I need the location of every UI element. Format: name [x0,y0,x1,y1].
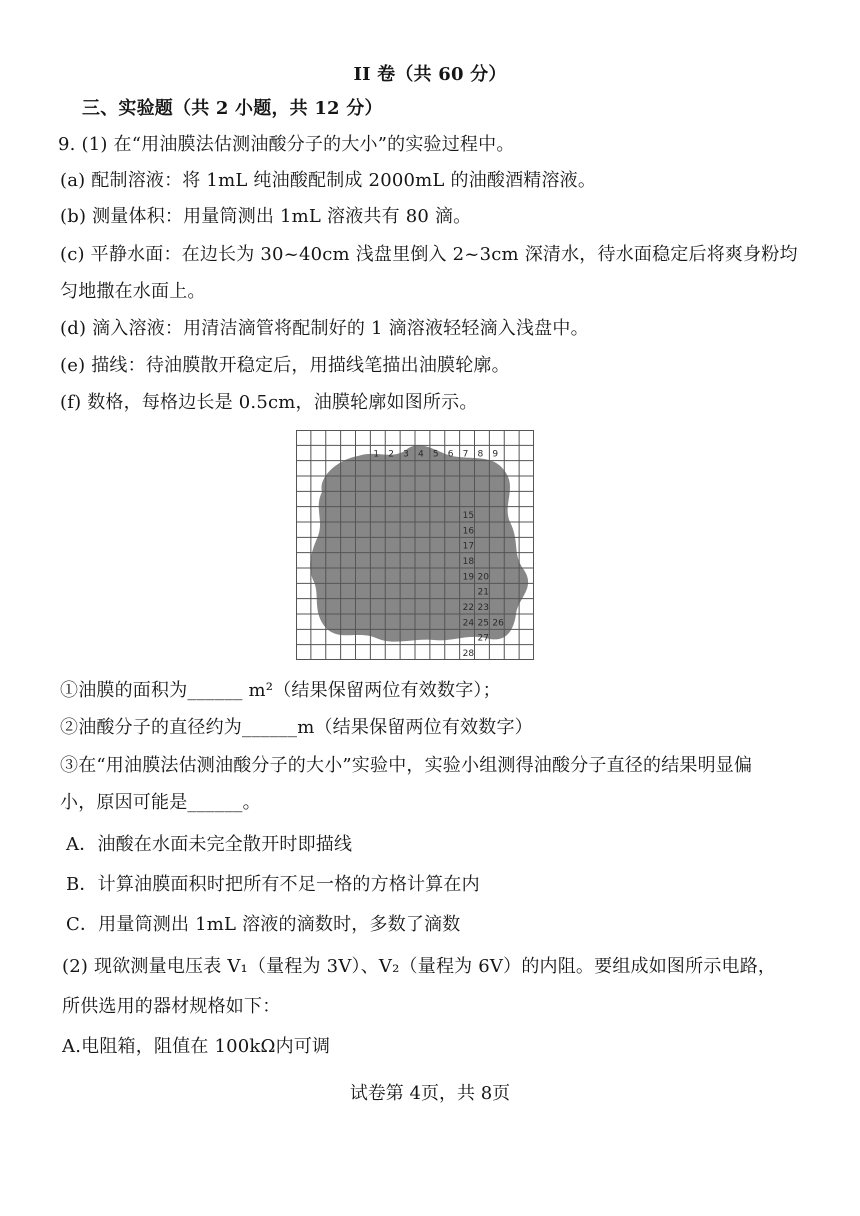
cell-number-label: 4 [418,449,424,460]
question-intro: 9. (1) 在“用油膜法估测油酸分子的大小”的实验过程中。 [58,134,515,155]
question-3-line1: ③在“用油膜法估测油酸分子的大小”实验中，实验小组测得油酸分子直径的结果明显偏 [60,755,753,776]
cell-number-label: 24 [462,618,475,629]
cell-number-label: 9 [492,449,499,460]
cell-number-label: 8 [477,449,484,460]
oil-film-grid [296,430,534,660]
cell-number-label: 22 [462,603,475,613]
cell-number-label: 15 [462,511,475,521]
cell-number-label: 2 [388,449,395,460]
cell-number-label: 25 [477,618,489,629]
part2-item-a: A.电阻箱，阻值在 100kΩ内可调 [62,1036,331,1057]
step-a: (a) 配制溶液：将 1mL 纯油酸配制成 2000mL 的油酸酒精溶液。 [60,170,597,191]
oil-film-grid-figure [296,430,534,660]
step-b: (b) 测量体积：用量筒测出 1mL 溶液共有 80 滴。 [60,206,472,227]
cell-number-label: 16 [462,526,475,537]
cell-number-label: 20 [477,572,489,583]
part2-line1: (2) 现欲测量电压表 V₁（量程为 3V）、V₂（量程为 6V）的内阻。要组成如图所示电路， [62,956,777,977]
step-f: (f) 数格，每格边长是 0.5cm，油膜轮廓如图所示。 [60,392,478,413]
cell-number-label: 21 [477,587,489,598]
step-d: (d) 滴入溶液：用清洁滴管将配制好的 1 滴溶液轻轻滴入浅盘中。 [60,318,589,339]
cell-number-label: 6 [447,449,454,460]
cell-number-label: 1 [373,449,380,460]
step-c-line1: (c) 平静水面：在边长为 30~40cm 浅盘里倒入 2~3cm 深清水，待水面稳定后将爽身粉均 [60,244,798,265]
cell-number-label: 17 [462,541,475,552]
cell-number-label: 19 [462,572,475,583]
cell-number-label: 27 [477,633,489,644]
cell-number-label: 18 [462,557,475,567]
cell-number-label: 7 [462,449,469,460]
oil-film-shape [310,445,528,641]
question-3-line2: 小，原因可能是______。 [60,792,261,813]
section-heading: 三、实验题（共 2 小题，共 12 分） [82,98,383,119]
option-b: B．计算油膜面积时把所有不足一格的方格计算在内 [66,874,480,895]
option-c: C．用量筒测出 1mL 溶液的滴数时，多数了滴数 [66,914,461,935]
step-e: (e) 描线：待油膜散开稳定后，用描线笔描出油膜轮廓。 [60,355,510,376]
page-footer: 试卷第 4页，共 8页 [349,1083,511,1104]
question-2: ②油酸分子的直径约为______m（结果保留两位有效数字） [60,717,533,738]
cell-number-label: 3 [403,449,409,460]
cell-number-label: 23 [477,603,489,613]
option-a: A．油酸在水面未完全散开时即描线 [66,834,353,855]
section-title: II 卷（共 60 分） [353,64,507,85]
cell-number-label: 28 [462,649,475,659]
question-1: ①油膜的面积为______ m²（结果保留两位有效数字）； [60,680,501,701]
part2-line2: 所供选用的器材规格如下： [62,996,281,1017]
cell-number-label: 26 [492,618,504,629]
step-c-line2: 匀地撒在水面上。 [60,281,206,302]
cell-number-label: 5 [432,449,439,460]
